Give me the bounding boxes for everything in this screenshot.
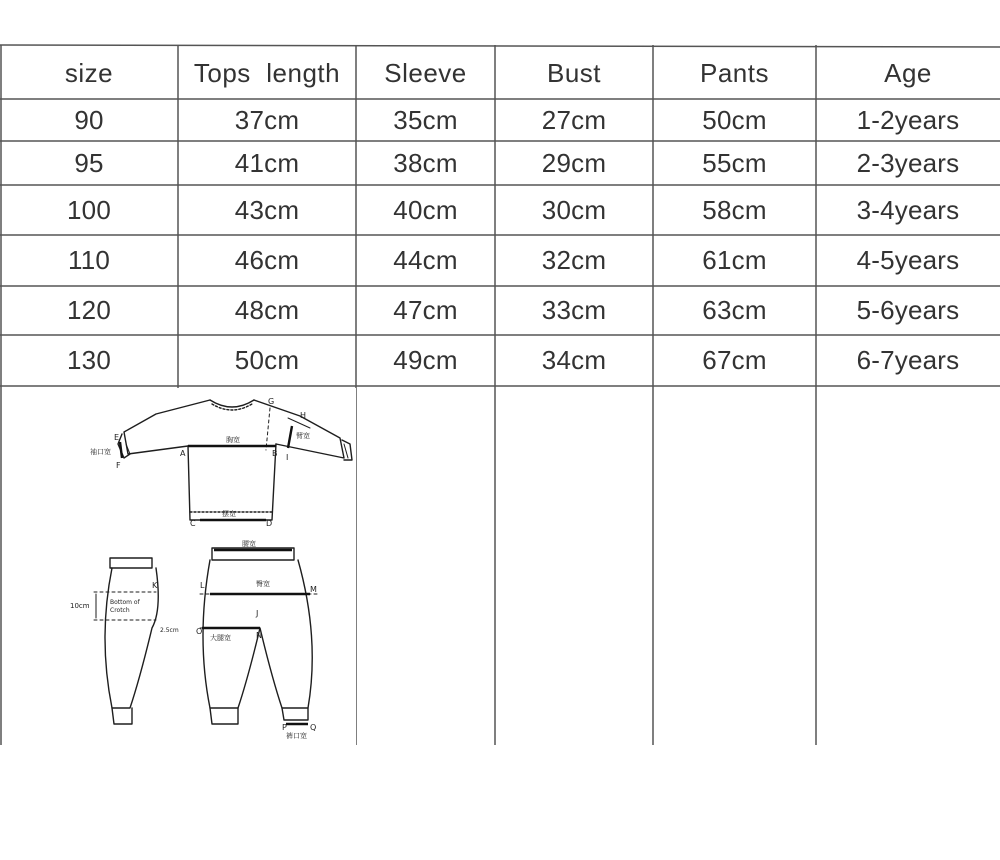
table-cell: 110 <box>67 245 111 275</box>
marker-m: M <box>310 585 317 594</box>
label-hip-width: 臀宽 <box>256 580 270 588</box>
marker-a: A <box>180 449 186 458</box>
table-cell: 67cm <box>702 345 767 375</box>
table-cell: 34cm <box>541 345 607 375</box>
label-measure: 2.5cm <box>160 627 179 634</box>
marker-d: D <box>266 519 273 528</box>
marker-c: C <box>190 519 196 528</box>
label-chest-width: 胸宽 <box>226 436 240 444</box>
table-cell: 130 <box>67 345 111 375</box>
table-cell: 43cm <box>234 194 300 225</box>
table-cell: 63cm <box>702 295 767 325</box>
marker-l: L <box>200 581 205 590</box>
label-waist-width: 腰宽 <box>242 540 256 548</box>
marker-e: E <box>114 433 120 442</box>
header-sleeve: Sleeve <box>384 57 467 88</box>
table-cell: 27cm <box>541 104 607 135</box>
table-cell: 100 <box>67 194 111 225</box>
marker-p: P <box>282 723 287 732</box>
marker-j: J <box>256 609 259 618</box>
table-cell: 29cm <box>541 147 607 178</box>
table-cell: 38cm <box>393 147 458 178</box>
label-bottom-of: Bottom of <box>110 599 140 606</box>
table-cell: 40cm <box>393 194 458 225</box>
table-cell: 44cm <box>393 245 458 275</box>
header-age: Age <box>884 57 932 88</box>
table-cell: 32cm <box>541 245 607 275</box>
table-cell: 6-7years <box>856 345 960 375</box>
header-tops-length: Tops length <box>193 57 341 88</box>
table-cell: 1-2years <box>856 104 960 135</box>
table-cell: 95 <box>74 147 104 178</box>
marker-h: H <box>300 411 307 420</box>
label-ten-cm: 10cm <box>70 602 90 610</box>
marker-f: F <box>116 461 121 470</box>
marker-b: B <box>272 449 278 458</box>
table-cell: 50cm <box>234 345 300 375</box>
table-cell: 35cm <box>393 104 458 135</box>
header-pants: Pants <box>700 57 769 88</box>
table-cell: 30cm <box>541 194 607 225</box>
marker-q: Q <box>310 723 317 732</box>
marker-g: G <box>268 397 275 406</box>
table-cell: 4-5years <box>856 245 960 275</box>
label-leg-opening: 裤口宽 <box>286 732 307 740</box>
table-cell: 46cm <box>234 245 300 275</box>
label-hem-width: 摆宽 <box>222 510 236 518</box>
table-cell: 48cm <box>234 295 300 325</box>
table-cell: 50cm <box>702 104 767 135</box>
table-cell: 120 <box>67 295 111 325</box>
marker-i: I <box>286 453 289 462</box>
marker-n: N <box>256 631 262 640</box>
table-cell: 3-4years <box>856 194 960 225</box>
table-cell: 61cm <box>702 245 767 275</box>
label-shoulder-width: 臂宽 <box>296 432 310 440</box>
table-cell: 90 <box>74 104 104 135</box>
marker-k: K <box>152 581 158 590</box>
label-thigh-width: 大腿宽 <box>210 634 231 642</box>
label-cuff-width: 袖口宽 <box>90 448 111 456</box>
label-crotch: Crotch <box>110 607 130 614</box>
header-bust: Bust <box>546 57 602 88</box>
table-cell: 33cm <box>541 295 607 325</box>
table-cell: 55cm <box>702 147 767 178</box>
table-cell: 41cm <box>234 147 300 178</box>
table-cell: 37cm <box>234 104 300 135</box>
measurement-diagram <box>60 388 356 748</box>
table-cell: 2-3years <box>856 147 960 178</box>
table-cell: 5-6years <box>856 295 960 325</box>
marker-o: O <box>196 627 203 636</box>
header-size: size <box>64 57 114 88</box>
table-cell: 47cm <box>393 295 458 325</box>
table-cell: 49cm <box>393 345 458 375</box>
table-cell: 58cm <box>702 194 767 225</box>
